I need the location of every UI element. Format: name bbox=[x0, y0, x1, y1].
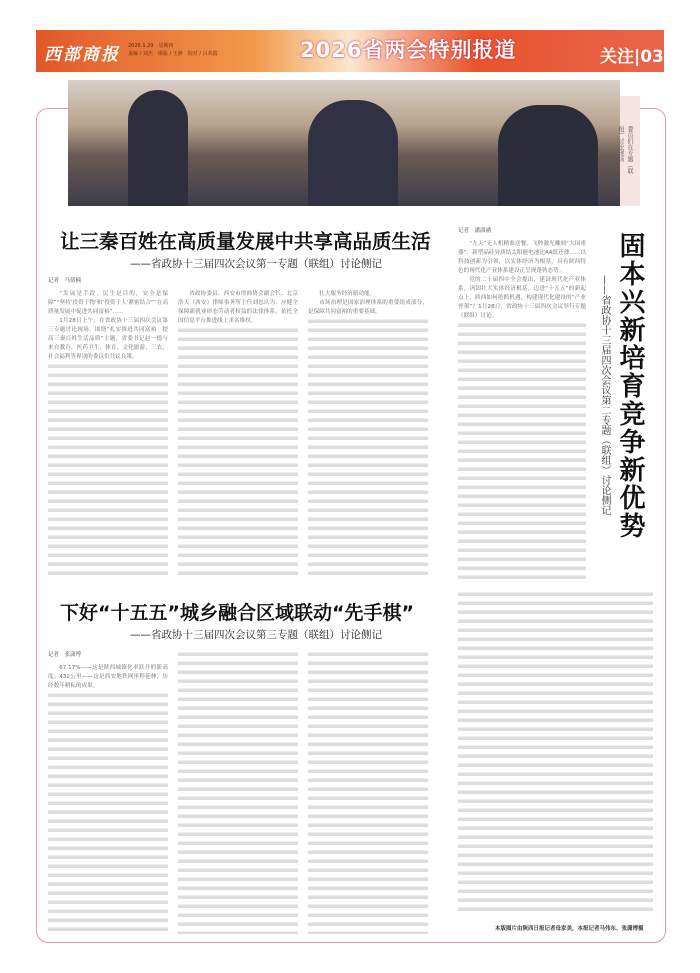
meeting-photo bbox=[68, 80, 620, 206]
issue-meta bbox=[128, 42, 218, 58]
paragraph: “发展是手段，民生是目的，安全是保障”“坚持‘投资于物’和‘投资于人’紧密结合”“在高质量发展中促进共同富裕”…… bbox=[48, 291, 168, 315]
photo-credit: 本版图片由陕西日报记者母家美，本报记者马伟东、张潇博摄 bbox=[495, 926, 644, 932]
article2-byline: 记者 潘淑涵 bbox=[458, 228, 492, 234]
section-label: 关注|03 bbox=[600, 47, 664, 67]
article2-title: 固本兴新培育竞争新优势 bbox=[615, 232, 645, 540]
article1-subtitle: ——省政协十三届四次会议第一专题（联组）讨论侧记 bbox=[130, 258, 382, 270]
article1-col2 bbox=[178, 290, 298, 580]
article2-col1 bbox=[458, 240, 586, 580]
page-number: 03 bbox=[640, 47, 664, 67]
article1-col3 bbox=[308, 290, 428, 580]
newspaper-logo: 西部商报 bbox=[44, 45, 120, 65]
paragraph: 1月28日上午，在省政协十三届四次会议第三专题讨论现场，围绕“扎实推进共同富裕 提高三秦百姓生活品质”主题，省委书记赵一德与来自教育、医药卫生、体育、文化旅游、三农、社会福利等界别的委员们共议良策。 bbox=[48, 318, 168, 360]
issue-date: 2026.1.29 bbox=[128, 43, 154, 49]
paragraph: 市场治理是国家治理体系的重要组成部分，是保障共同富裕的重要基础。 bbox=[308, 300, 428, 315]
article3-col3 bbox=[308, 650, 428, 934]
article3-subtitle: ——省政协十三届四次会议第三专题（联组）讨论侧记 bbox=[130, 629, 382, 641]
article3-col2 bbox=[178, 650, 298, 934]
article2-subtitle: ——省政协十三届四次会议第二专题（联组）讨论侧记 bbox=[599, 275, 610, 515]
article1-byline: 记者 马倩楠 bbox=[48, 278, 82, 284]
article1-col1 bbox=[48, 290, 168, 580]
photo-caption: 委员们在专题（联组）讨论现场 bbox=[620, 96, 640, 206]
article2-col2 bbox=[458, 590, 653, 915]
issue-weekday: 星期四 bbox=[158, 43, 174, 49]
section-name: 关注 bbox=[600, 47, 634, 67]
paragraph: 省政协委员、西安市律师协会副会长、北京浩天（西安）律师事务所主任刘忠认为，应健全保障新就业形态劳动者权益的法律体系，依托全国信息平台推进线上求名维权。 bbox=[178, 291, 298, 324]
paragraph: 壮大服务经济新动能。 bbox=[308, 290, 428, 299]
article3-title: 下好“十五五”城乡融合区域联动“先手棋” bbox=[60, 602, 414, 624]
article1-title: 让三秦百姓在高质量发展中共享高品质生活 bbox=[60, 230, 431, 253]
article3-byline: 记者 张潇博 bbox=[48, 652, 82, 658]
paragraph: “九天”无人机精准送餐，飞秒激光雕刻“大国重器”，新型晶硅异质结太阳能电池比A4纸还薄……以科技创新为引领，以实体经济为根基，具有陕西特色的现代化产业体系建设正呈现蓬勃态势。 bbox=[458, 241, 586, 274]
special-report-banner: 2026省两会特别报道 bbox=[300, 38, 517, 62]
paragraph: 67.17%——这是陕西城镇化率跃升的新高度；432公里——这是西安地铁网里程延伸，历经数年耕耘的成果。 bbox=[48, 665, 168, 689]
staff-credits: 责编 / 刘杰 组版 / 王静 校对 / 吕英霞 bbox=[128, 51, 218, 57]
article3-col1 bbox=[48, 664, 168, 934]
paragraph: 党的二十届四中全会提出，建设现代化产业体系，巩固壮大实体经济根基。迈进“十五五”的新起点上，陕西如何抢抓机遇，构建现代化建设的“产业骨架”？1月28日，省政协十三届四次会议举行专题（联组）讨论。 bbox=[458, 277, 586, 319]
